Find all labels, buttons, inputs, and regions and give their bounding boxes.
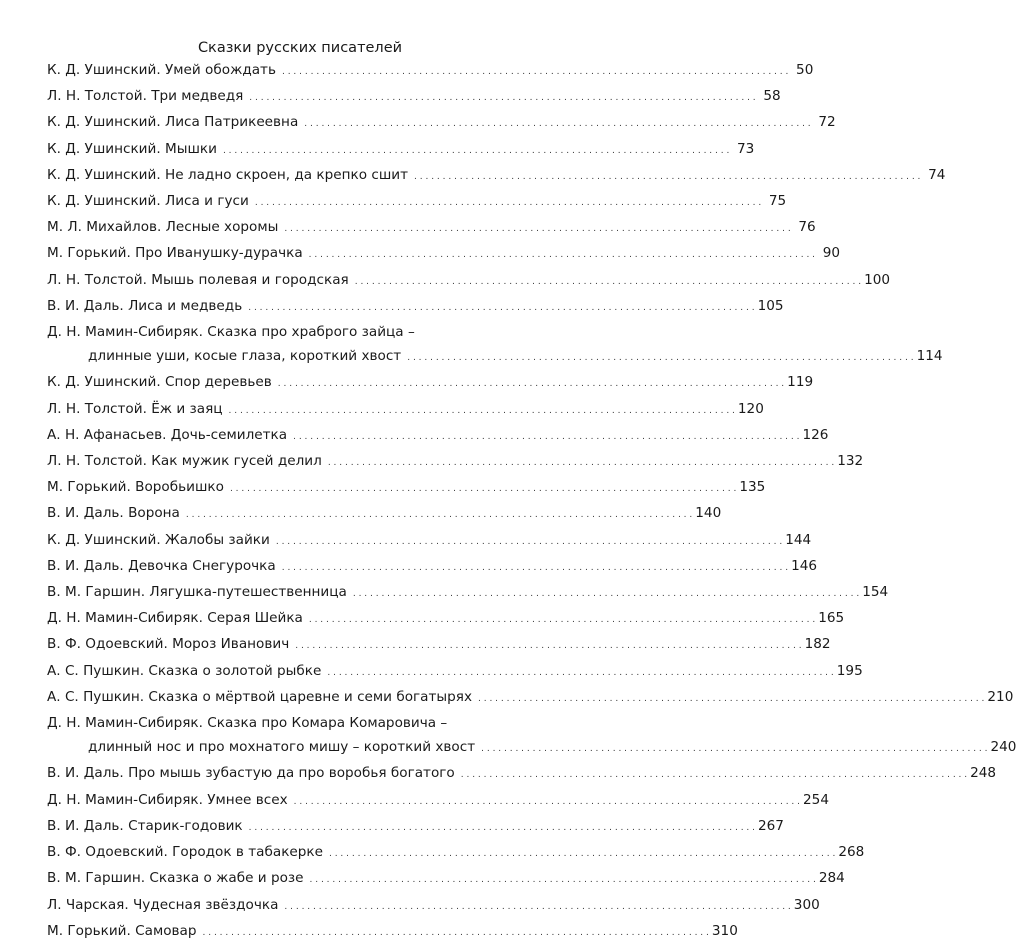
toc-entry	[47, 475, 520, 501]
toc-entry-title: К. Д. Ушинский. Жалобы зайки	[47, 528, 270, 552]
toc-page-number: 140	[695, 501, 721, 525]
toc-page-number: 182	[805, 632, 831, 656]
toc-entry-title: В. М. Гаршин. Сказка о жабе и розе	[47, 866, 304, 890]
dot-leader	[282, 58, 788, 84]
toc-page-number: 254	[803, 788, 829, 812]
toc-page-number: 126	[802, 423, 828, 447]
toc-entry-line	[47, 344, 520, 370]
toc-entry-title: Л. Н. Толстой. Ёж и заяц	[47, 397, 223, 421]
toc-page-number: 76	[794, 215, 816, 239]
dot-leader	[248, 294, 754, 320]
dot-leader	[294, 788, 800, 814]
toc-entry-title: В. И. Даль. Старик-годовик	[47, 814, 243, 838]
toc-entry-line	[47, 606, 520, 632]
toc-entry-title: длинные уши, косые глаза, короткий хвост	[88, 344, 401, 368]
dot-leader	[293, 423, 799, 449]
toc-entry-title: В. М. Гаршин. Лягушка-путешественница	[47, 580, 347, 604]
toc-entry-line	[47, 163, 520, 189]
toc-entry-title: В. И. Даль. Ворона	[47, 501, 180, 525]
toc-entry	[47, 919, 520, 945]
toc-entry	[47, 163, 520, 189]
toc-entry-line	[47, 735, 520, 761]
toc-entry-title: К. Д. Ушинский. Спор деревьев	[47, 370, 272, 394]
toc-entry-line	[47, 788, 520, 814]
toc-entry	[47, 554, 520, 580]
toc-page-number: 284	[819, 866, 845, 890]
toc-entry	[47, 241, 520, 267]
toc-entry	[47, 580, 520, 606]
toc-entry	[47, 215, 520, 241]
dot-leader	[461, 761, 967, 787]
dot-leader	[186, 501, 692, 527]
book-page	[0, 0, 600, 750]
toc-page-number: 146	[791, 554, 817, 578]
toc-entry-title: Д. Н. Мамин-Сибиряк. Умнее всех	[47, 788, 288, 812]
toc-entry	[47, 501, 520, 527]
toc-entry-line	[47, 241, 520, 267]
dot-leader	[478, 685, 984, 711]
toc-entry	[47, 685, 520, 711]
toc-entry-title-first-line: Д. Н. Мамин-Сибиряк. Сказка про храброго зайца –	[47, 320, 520, 344]
dot-leader	[284, 893, 790, 919]
toc-entry-line	[47, 137, 520, 163]
toc-entry	[47, 814, 520, 840]
toc-page-number: 75	[764, 189, 786, 213]
toc-entry-line	[47, 919, 520, 945]
toc-page-number: 144	[785, 528, 811, 552]
toc-page-number: 267	[758, 814, 784, 838]
toc-entry-line	[47, 58, 520, 84]
toc-page-number: 105	[758, 294, 784, 318]
toc-page-number: 300	[794, 893, 820, 917]
toc-entry	[47, 761, 520, 787]
dot-leader	[304, 110, 810, 136]
toc-entry-line	[47, 893, 520, 919]
toc-entry-line	[47, 840, 520, 866]
dot-leader	[309, 606, 815, 632]
toc-entry-line	[47, 370, 520, 396]
toc-entry-line	[47, 215, 520, 241]
toc-entry-line	[47, 475, 520, 501]
dot-leader	[355, 268, 861, 294]
toc-page-number: 100	[864, 268, 890, 292]
dot-leader	[255, 189, 761, 215]
toc-entry-line	[47, 449, 520, 475]
toc-entry	[47, 659, 520, 685]
toc-page-number: 135	[739, 475, 765, 499]
dot-leader	[309, 241, 815, 267]
toc-page-number: 132	[837, 449, 863, 473]
toc-page-number: 154	[862, 580, 888, 604]
toc-entry-title: К. Д. Ушинский. Мышки	[47, 137, 217, 161]
toc-page-number: 58	[759, 84, 781, 108]
toc-entry-title: К. Д. Ушинский. Умей обождать	[47, 58, 276, 82]
toc-page-number: 72	[814, 110, 836, 134]
toc-entry	[47, 294, 520, 320]
toc-entry-line	[47, 423, 520, 449]
toc-entry-line	[47, 268, 520, 294]
toc-entry	[47, 423, 520, 449]
dot-leader	[295, 632, 801, 658]
toc-entry-title: В. Ф. Одоевский. Городок в табакерке	[47, 840, 323, 864]
dot-leader	[249, 84, 755, 110]
toc-entry	[47, 449, 520, 475]
toc-entry	[47, 110, 520, 136]
toc-entry-line	[47, 685, 520, 711]
toc-entry	[47, 840, 520, 866]
toc-entry-title: М. Горький. Про Иванушку-дурачка	[47, 241, 303, 265]
toc-entry	[47, 137, 520, 163]
dot-leader	[278, 370, 784, 396]
toc-entry-line	[47, 814, 520, 840]
toc-entry-title: Л. Н. Толстой. Мышь полевая и городская	[47, 268, 349, 292]
toc-entry	[47, 189, 520, 215]
toc-entry	[47, 397, 520, 423]
toc-entry	[47, 268, 520, 294]
toc-entry-line	[47, 110, 520, 136]
toc-entry-title: длинный нос и про мохнатого мишу – короткий хвост	[88, 735, 475, 759]
dot-leader	[230, 475, 736, 501]
toc-page-number: 73	[732, 137, 754, 161]
toc-entry	[47, 84, 520, 110]
toc-entry-line	[47, 84, 520, 110]
toc-entry-line	[47, 632, 520, 658]
dot-leader	[407, 344, 913, 370]
toc-page-number: 240	[991, 735, 1016, 759]
toc-page-number: 210	[987, 685, 1013, 709]
dot-leader	[229, 397, 735, 423]
toc-entry-line	[47, 659, 520, 685]
toc-entry-title: Д. Н. Мамин-Сибиряк. Серая Шейка	[47, 606, 303, 630]
toc-page-number: 195	[837, 659, 863, 683]
toc-entry	[47, 370, 520, 396]
section-title: Сказки русских писателей	[0, 38, 600, 58]
toc-entry-title: А. Н. Афанасьев. Дочь-семилетка	[47, 423, 287, 447]
toc-entry	[47, 58, 520, 84]
toc-entry-title: Л. Н. Толстой. Три медведя	[47, 84, 243, 108]
toc-entry-title: А. С. Пушкин. Сказка о мёртвой царевне и семи богатырях	[47, 685, 472, 709]
toc-page-number: 50	[791, 58, 813, 82]
toc-entry	[47, 320, 520, 370]
toc-entry-title: М. Л. Михайлов. Лесные хоромы	[47, 215, 278, 239]
toc-page-number: 268	[838, 840, 864, 864]
toc-entry	[47, 632, 520, 658]
toc-entry	[47, 866, 520, 892]
dot-leader	[353, 580, 859, 606]
toc-page-number: 165	[818, 606, 844, 630]
toc-entry-title: К. Д. Ушинский. Не ладно скроен, да крепко сшит	[47, 163, 408, 187]
toc-entry-line	[47, 294, 520, 320]
dot-leader	[414, 163, 920, 189]
toc-entry-title: М. Горький. Самовар	[47, 919, 197, 943]
toc-entry-line	[47, 554, 520, 580]
toc-entry-title: М. Горький. Воробьишко	[47, 475, 224, 499]
dot-leader	[223, 137, 729, 163]
dot-leader	[327, 659, 833, 685]
toc-page-number: 119	[787, 370, 813, 394]
dot-leader	[328, 449, 834, 475]
toc-entry-title: А. С. Пушкин. Сказка о золотой рыбке	[47, 659, 321, 683]
dot-leader	[203, 919, 709, 945]
table-of-contents	[47, 58, 520, 945]
toc-entry-line	[47, 189, 520, 215]
toc-entry	[47, 788, 520, 814]
toc-entry-title: Л. Чарская. Чудесная звёздочка	[47, 893, 278, 917]
toc-entry	[47, 528, 520, 554]
dot-leader	[284, 215, 790, 241]
toc-entry-line	[47, 866, 520, 892]
toc-entry-title: К. Д. Ушинский. Лиса и гуси	[47, 189, 249, 213]
toc-page-number: 114	[917, 344, 943, 368]
toc-entry-line	[47, 580, 520, 606]
toc-entry-line	[47, 528, 520, 554]
toc-entry-title: К. Д. Ушинский. Лиса Патрикеевна	[47, 110, 298, 134]
dot-leader	[481, 735, 987, 761]
dot-leader	[249, 814, 755, 840]
toc-entry-title: В. И. Даль. Лиса и медведь	[47, 294, 242, 318]
toc-page-number: 90	[818, 241, 840, 265]
toc-entry-line	[47, 397, 520, 423]
dot-leader	[310, 866, 816, 892]
dot-leader	[329, 840, 835, 866]
toc-entry-line	[47, 761, 520, 787]
dot-leader	[276, 528, 782, 554]
toc-entry	[47, 606, 520, 632]
toc-entry-title: В. Ф. Одоевский. Мороз Иванович	[47, 632, 289, 656]
toc-entry-title: В. И. Даль. Девочка Снегурочка	[47, 554, 276, 578]
toc-entry	[47, 893, 520, 919]
dot-leader	[282, 554, 788, 580]
toc-page-number: 248	[970, 761, 996, 785]
toc-entry-title-first-line: Д. Н. Мамин-Сибиряк. Сказка про Комара Комаровича –	[47, 711, 520, 735]
toc-entry-title: Л. Н. Толстой. Как мужик гусей делил	[47, 449, 322, 473]
toc-page-number: 74	[923, 163, 945, 187]
toc-page-number: 310	[712, 919, 738, 943]
toc-entry	[47, 711, 520, 761]
toc-entry-line	[47, 501, 520, 527]
toc-page-number: 120	[738, 397, 764, 421]
toc-entry-title: В. И. Даль. Про мышь зубастую да про воробья богатого	[47, 761, 455, 785]
